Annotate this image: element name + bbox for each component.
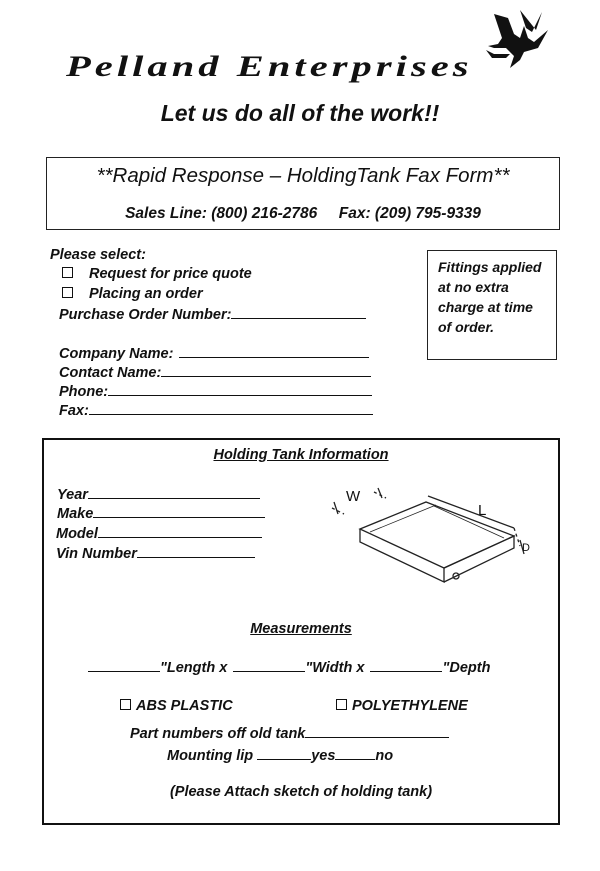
part-numbers-row — [130, 725, 449, 742]
price-quote-label: Request for price quote — [89, 266, 252, 282]
phone-field[interactable] — [108, 383, 372, 396]
width-label: "Width x — [305, 660, 365, 676]
vin-field[interactable] — [137, 545, 255, 558]
placing-order-checkbox[interactable] — [62, 287, 73, 298]
tagline: Let us do all of the work!! — [160, 100, 440, 126]
geese-logo-icon — [480, 8, 550, 74]
company-name-field[interactable] — [179, 345, 369, 358]
mounting-lip-yes-field[interactable] — [257, 747, 311, 760]
abs-plastic-option[interactable] — [120, 698, 233, 714]
holding-tank-title: Holding Tank Information — [213, 447, 389, 463]
diagram-w-label: W — [346, 488, 361, 505]
abs-plastic-checkbox[interactable] — [120, 699, 131, 710]
fax-label: Fax: — [59, 403, 89, 419]
vin-label: Vin Number — [56, 546, 137, 562]
width-field[interactable] — [233, 659, 305, 672]
polyethylene-label: POLYETHYLENE — [352, 698, 468, 714]
mounting-lip-label: Mounting lip — [167, 748, 254, 764]
po-number-field[interactable] — [231, 306, 366, 319]
year-field[interactable] — [88, 486, 260, 499]
option-price-quote[interactable] — [62, 266, 252, 282]
option-placing-order[interactable] — [62, 286, 203, 302]
diagram-l-label: L — [478, 502, 487, 519]
length-field[interactable] — [88, 659, 160, 672]
model-row — [56, 525, 262, 542]
polyethylene-option[interactable] — [336, 698, 468, 714]
dimensions-row — [88, 659, 490, 676]
year-row — [57, 486, 260, 503]
part-numbers-label: Part numbers off old tank — [130, 726, 306, 742]
mounting-lip-row — [167, 747, 393, 764]
phone-label: Phone: — [59, 384, 109, 400]
vin-row — [56, 545, 255, 562]
contact-line: Sales Line: (800) 216-2786 Fax: (209) 795-9339 — [125, 205, 481, 222]
tank-side-face — [444, 536, 514, 582]
polyethylene-checkbox[interactable] — [336, 699, 347, 710]
yes-label: yes — [311, 748, 336, 764]
model-field[interactable] — [98, 525, 262, 538]
tank-front-face — [360, 529, 444, 582]
form-header-box — [46, 157, 560, 230]
contact-name-row — [59, 364, 371, 381]
price-quote-checkbox[interactable] — [62, 267, 73, 278]
mounting-lip-no-field[interactable] — [335, 747, 375, 760]
contact-name-field[interactable] — [161, 364, 371, 377]
tank-top-face — [360, 502, 514, 568]
make-label: Make — [57, 506, 94, 522]
sketch-note: (Please Attach sketch of holding tank) — [169, 784, 433, 800]
no-label: no — [375, 748, 394, 764]
part-numbers-field[interactable] — [305, 725, 449, 738]
placing-order-label: Placing an order — [89, 286, 203, 302]
po-number-label: Purchase Order Number: — [59, 307, 232, 323]
fittings-note: Fittings applied at no extra charge at time of order. — [438, 259, 542, 335]
model-label: Model — [56, 526, 98, 542]
fittings-note-box — [427, 250, 557, 360]
fax-field[interactable] — [89, 402, 373, 415]
year-label: Year — [57, 487, 88, 503]
select-prompt: Please select: — [50, 247, 146, 263]
depth-label: "Depth — [442, 660, 491, 676]
length-label: "Length x — [160, 660, 228, 676]
abs-plastic-label: ABS PLASTIC — [136, 698, 233, 714]
phone-row — [59, 383, 372, 400]
make-row — [57, 505, 265, 522]
diagram-d-label: D — [522, 542, 530, 554]
company-name-row — [59, 345, 369, 362]
fax-row — [59, 402, 373, 419]
make-field[interactable] — [93, 505, 265, 518]
measurements-title: Measurements — [250, 621, 352, 637]
company-name-label: Company Name: — [59, 346, 174, 362]
depth-field[interactable] — [370, 659, 442, 672]
contact-name-label: Contact Name: — [59, 365, 162, 381]
company-logo-text: Pelland Enterprises — [66, 50, 473, 83]
form-title: **Rapid Response – HoldingTank Fax Form** — [96, 164, 510, 187]
po-number-row — [59, 306, 366, 323]
